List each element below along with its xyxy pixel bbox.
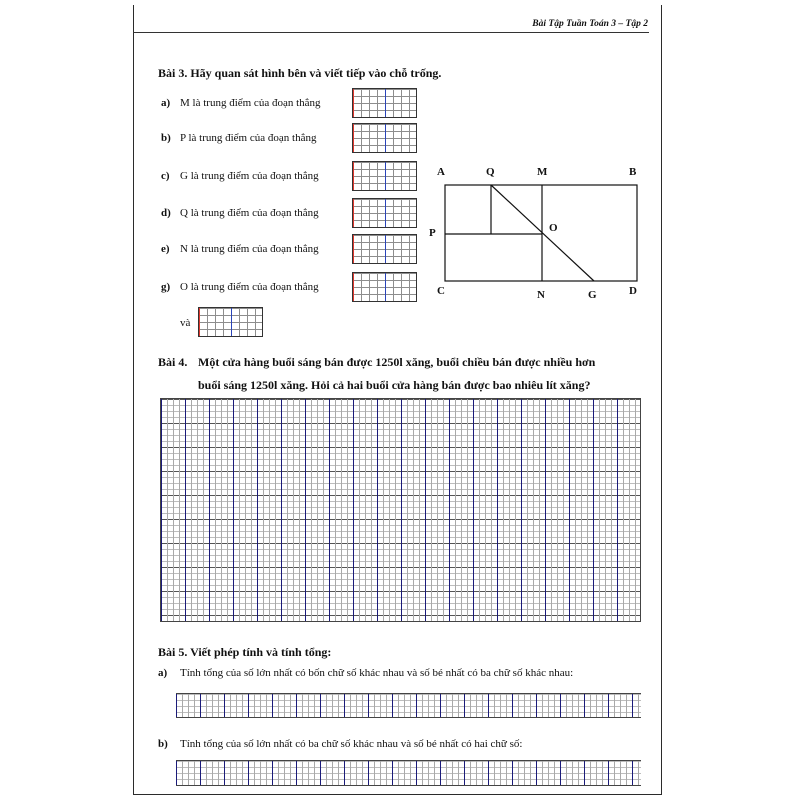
ex3-item-c-text: G là trung điểm của đoạn thẳng — [180, 170, 319, 182]
ex3-item-e-letter: e) — [161, 243, 170, 255]
ex3-item-d-letter: d) — [161, 207, 171, 219]
rectangle-abcd — [445, 185, 637, 281]
exercise-4-answer-area[interactable] — [160, 398, 641, 622]
ex5-item-a-letter: a) — [158, 667, 168, 679]
point-b-label: B — [629, 166, 637, 178]
point-c-label: C — [437, 285, 445, 297]
point-n-label: N — [537, 289, 545, 301]
ex3-answer-grid-c[interactable] — [352, 161, 417, 191]
ex3-answer-grid-b[interactable] — [352, 123, 417, 153]
ex5-answer-grid-a[interactable] — [176, 693, 641, 718]
exercise-5-title: Bài 5. Viết phép tính và tính tổng: — [158, 645, 332, 659]
point-g-label: G — [588, 289, 597, 301]
ex5-answer-grid-b[interactable] — [176, 760, 641, 786]
exercise-4-line1: Một cửa hàng buổi sáng bán được 1250l xăng, buổi chiều bán được nhiều hơn — [198, 355, 596, 369]
ex3-answer-grid-e[interactable] — [352, 234, 417, 264]
ex3-answer-grid-d[interactable] — [352, 198, 417, 228]
ex3-answer-grid-g1[interactable] — [352, 272, 417, 302]
ex3-item-e-text: N là trung điểm của đoạn thẳng — [180, 243, 319, 255]
ex3-item-c-letter: c) — [161, 170, 170, 182]
ex3-item-a-text: M là trung điểm của đoạn thẳng — [180, 97, 321, 109]
ex3-answer-grid-g2[interactable] — [198, 307, 263, 337]
ex3-item-b-text: P là trung điểm của đoạn thẳng — [180, 132, 317, 144]
ex3-answer-grid-a[interactable] — [352, 88, 417, 118]
exercise-4-title: Bài 4. — [158, 355, 188, 369]
ex3-item-g-text: O là trung điểm của đoạn thẳng — [180, 281, 319, 293]
ex5-item-a-text: Tính tổng của số lớn nhất có bốn chữ số khác nhau và số bé nhất có ba chữ số khác nhau: — [180, 667, 574, 679]
ex5-item-b-text: Tính tổng của số lớn nhất có ba chữ số khác nhau và số bé nhất có hai chữ số: — [180, 738, 523, 750]
header-rule — [133, 32, 649, 33]
ex3-item-g-letter: g) — [161, 281, 171, 293]
ex5-item-b-letter: b) — [158, 738, 168, 750]
running-header: Bài Tập Tuần Toán 3 – Tập 2 — [532, 19, 648, 29]
point-a-label: A — [437, 166, 445, 178]
point-m-label: M — [537, 166, 548, 178]
ex3-and-word: và — [180, 317, 191, 329]
exercise-3-title: Bài 3. Hãy quan sát hình bên và viết tiếp vào chỗ trống. — [158, 66, 442, 80]
point-d-label: D — [629, 285, 637, 297]
point-o-label: O — [549, 222, 558, 234]
point-q-label: Q — [486, 166, 495, 178]
ex3-item-d-text: Q là trung điểm của đoạn thẳng — [180, 207, 319, 219]
ex3-geometry-figure — [425, 160, 655, 310]
ex3-item-b-letter: b) — [161, 132, 171, 144]
exercise-4-line2: buổi sáng 1250l xăng. Hỏi cả hai buổi cửa hàng bán được bao nhiêu lít xăng? — [198, 378, 591, 392]
point-p-label: P — [429, 227, 436, 239]
ex3-item-a-letter: a) — [161, 97, 171, 109]
